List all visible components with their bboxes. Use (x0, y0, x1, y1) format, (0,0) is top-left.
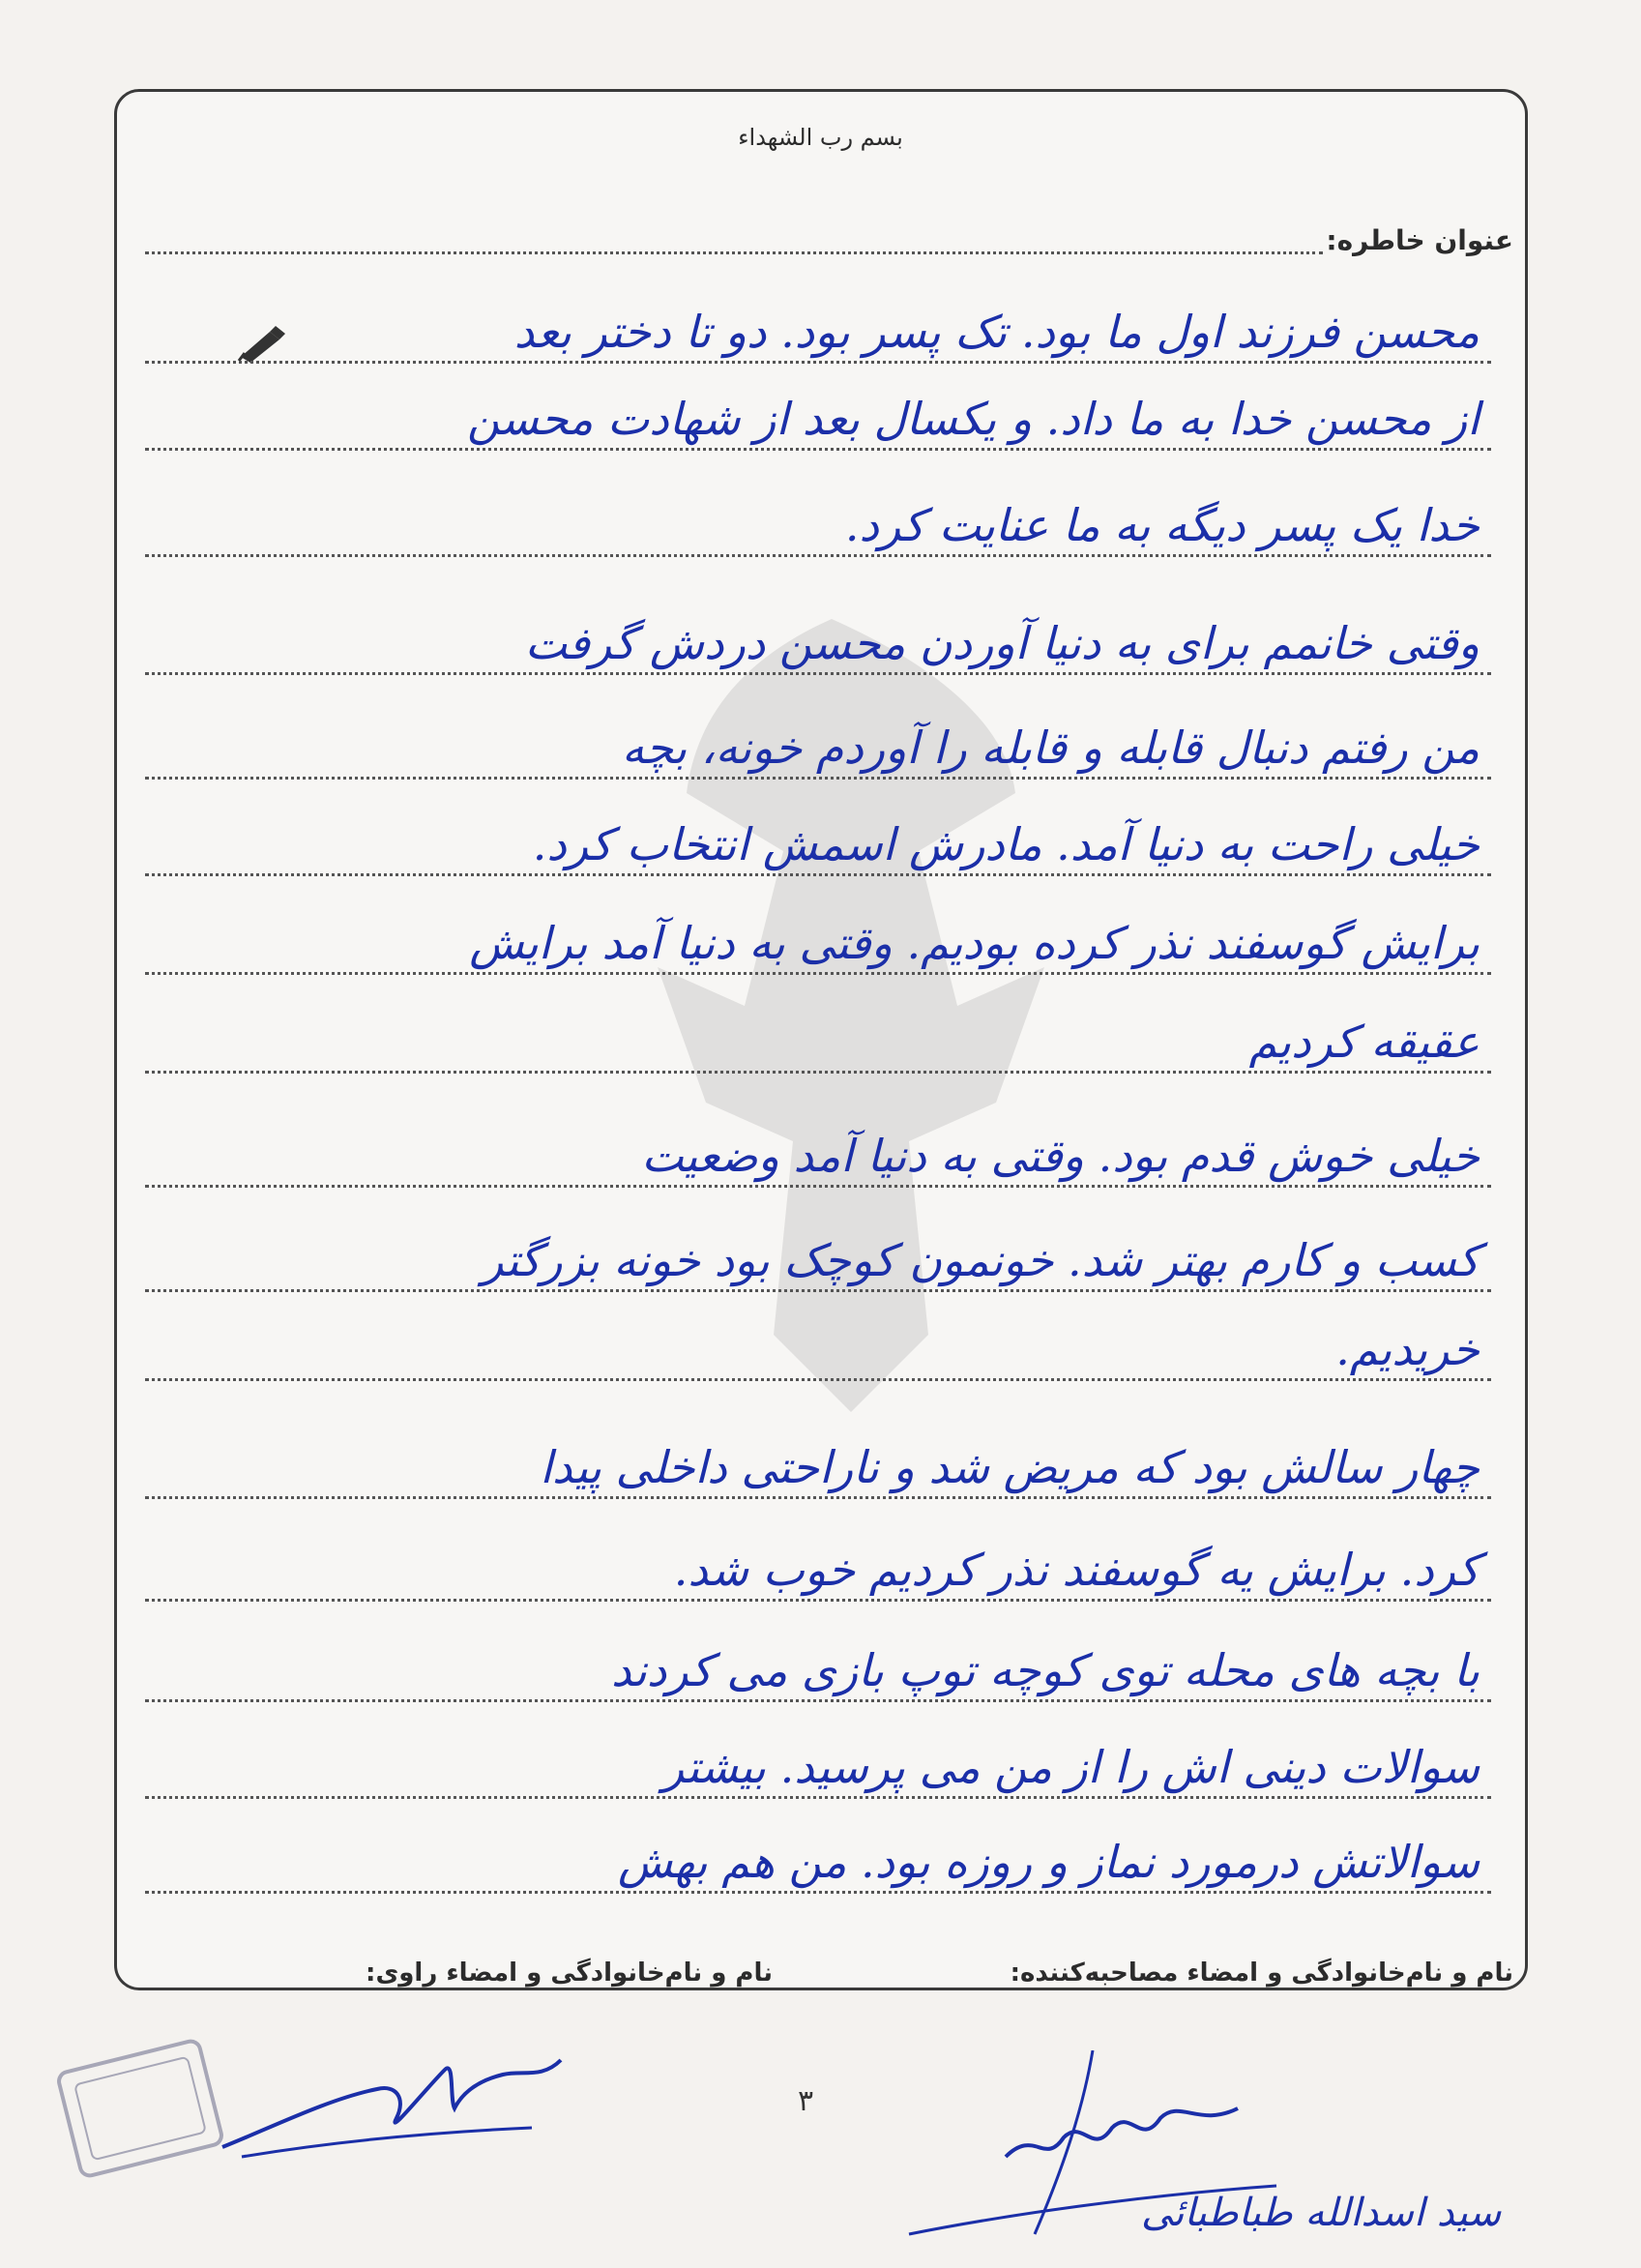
memoir-line-text: سوالاتش درمورد نماز و روزه بود. من هم بهش (618, 1836, 1480, 1888)
memoir-line-text: محسن فرزند اول ما بود. تک پسر بود. دو تا دختر بعد (513, 306, 1480, 358)
interviewer-signature-label: نام و نام‌خانوادگی و امضاء مصاحبه‌کننده: (1010, 1959, 1513, 1988)
memoir-line-text: خیلی خوش قدم بود. وقتی به دنیا آمد وضعیت (641, 1130, 1480, 1182)
memoir-line (145, 1617, 1491, 1702)
memoir-line-text: خریدیم. (1335, 1323, 1480, 1375)
memoir-line (145, 988, 1491, 1074)
memoir-line (145, 1296, 1491, 1381)
memoir-line-text: خدا یک پسر دیگه به ما عنایت کرد. (844, 499, 1480, 551)
interviewer-name: سید اسدالله طباطبائی (1141, 2191, 1502, 2235)
narrator-signature (213, 2031, 580, 2186)
archive-stamp (53, 2036, 227, 2181)
memoir-line (145, 1207, 1491, 1292)
narrator-signature-label: نام و نام‌خانوادگی و امضاء راوی: (366, 1959, 773, 1988)
memoir-line-text: من رفتم دنبال قابله و قابله را آوردم خونه، بچه (621, 722, 1480, 774)
memoir-line-text: از محسن خدا به ما داد. و یکسال بعد از شهادت محسن (466, 393, 1480, 445)
memoir-line (145, 1714, 1491, 1799)
memoir-line (145, 472, 1491, 557)
memoir-line (145, 694, 1491, 780)
memoir-line-text: عقیقه کردیم (1248, 1016, 1480, 1068)
title-dotted-line (145, 251, 1323, 254)
memoir-line-text: کرد. برایش یه گوسفند نذر کردیم خوب شد. (673, 1544, 1480, 1596)
memoir-title-label: عنوان خاطره: (1326, 224, 1513, 256)
memoir-line (145, 1103, 1491, 1188)
memoir-line (145, 590, 1491, 675)
memoir-line-text: برایش گوسفند نذر کرده بودیم. وقتی به دنیا آمد برایش (469, 917, 1480, 969)
memoir-line (145, 791, 1491, 876)
memoir-line (145, 1414, 1491, 1499)
memoir-line-text: وقتی خانمم برای به دنیا آوردن محسن دردش گرفت (524, 617, 1480, 669)
memoir-line (145, 279, 1491, 364)
memoir-line-text: سوالات دینی اش را از من می پرسید. بیشتر (661, 1741, 1480, 1793)
memoir-line (145, 1809, 1491, 1894)
memoir-line (145, 890, 1491, 975)
memoir-line-text: کسب و کارم بهتر شد. خونمون کوچک بود خونه بزرگتر (482, 1234, 1480, 1286)
memoir-line-text: چهار سالش بود که مریض شد و ناراحتی داخلی پیدا (540, 1441, 1480, 1493)
memoir-line (145, 366, 1491, 451)
memoir-line-text: با بچه های محله توی کوچه توپ بازی می کردند (610, 1644, 1480, 1696)
bismillah-header: بسم رب الشهداء (738, 124, 903, 151)
page-number: ۳ (798, 2084, 814, 2118)
memoir-line-text: خیلی راحت به دنیا آمد. مادرش اسمش انتخاب کرد. (532, 818, 1480, 870)
memoir-line (145, 1517, 1491, 1602)
